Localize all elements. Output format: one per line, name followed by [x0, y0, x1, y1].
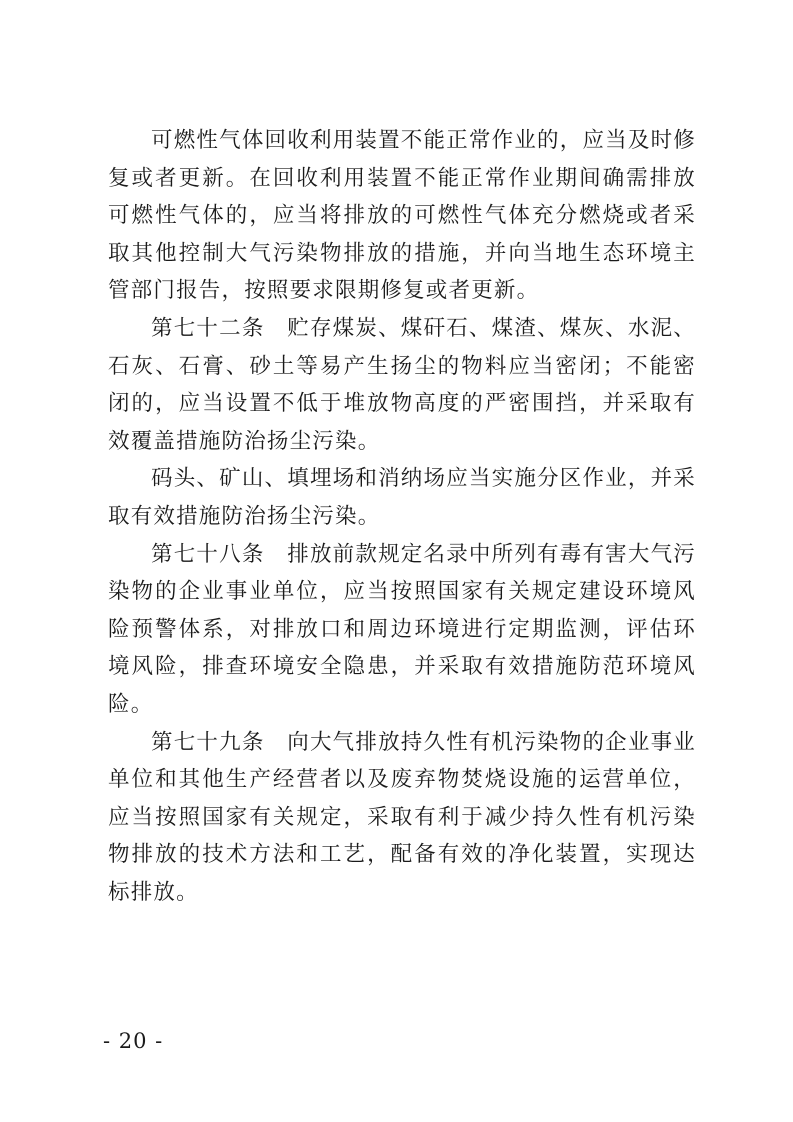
paragraph-combustible-gas: 可燃性气体回收利用装置不能正常作业的，应当及时修复或者更新。在回收利用装置不能正常作业期间确需排放可燃性气体的，应当将排放的可燃性气体充分燃烧或者采取其他控制大气污染物排放的措施，并向当地生态环境主管部门报告，按照要求限期修复或者更新。: [108, 128, 696, 304]
paragraph-article-78: 第七十八条 排放前款规定名录中所列有毒有害大气污染物的企业事业单位，应当按照国家有关规定建设环境风险预警体系，对排放口和周边环境进行定期监测，评估环境风险，排查环境安全隐患，并采取有效措施防范环境风险。: [108, 541, 696, 717]
paragraph-article-79: 第七十九条 向大气排放持久性有机污染物的企业事业单位和其他生产经营者以及废弃物焚烧设施的运营单位，应当按照国家有关规定，采取有利于减少持久性有机污染物排放的技术方法和工艺，配备有效的净化装置，实现达标排放。: [108, 729, 696, 905]
document-body: [108, 122, 696, 911]
paragraph-dust-control: 码头、矿山、填埋场和消纳场应当实施分区作业，并采取有效措施防治扬尘污染。: [108, 466, 696, 529]
page-number: - 20 -: [103, 1029, 164, 1053]
paragraph-article-72: 第七十二条 贮存煤炭、煤矸石、煤渣、煤灰、水泥、石灰、石膏、砂土等易产生扬尘的物料应当密闭；不能密闭的，应当设置不低于堆放物高度的严密围挡，并采取有效覆盖措施防治扬尘污染。: [108, 315, 696, 454]
